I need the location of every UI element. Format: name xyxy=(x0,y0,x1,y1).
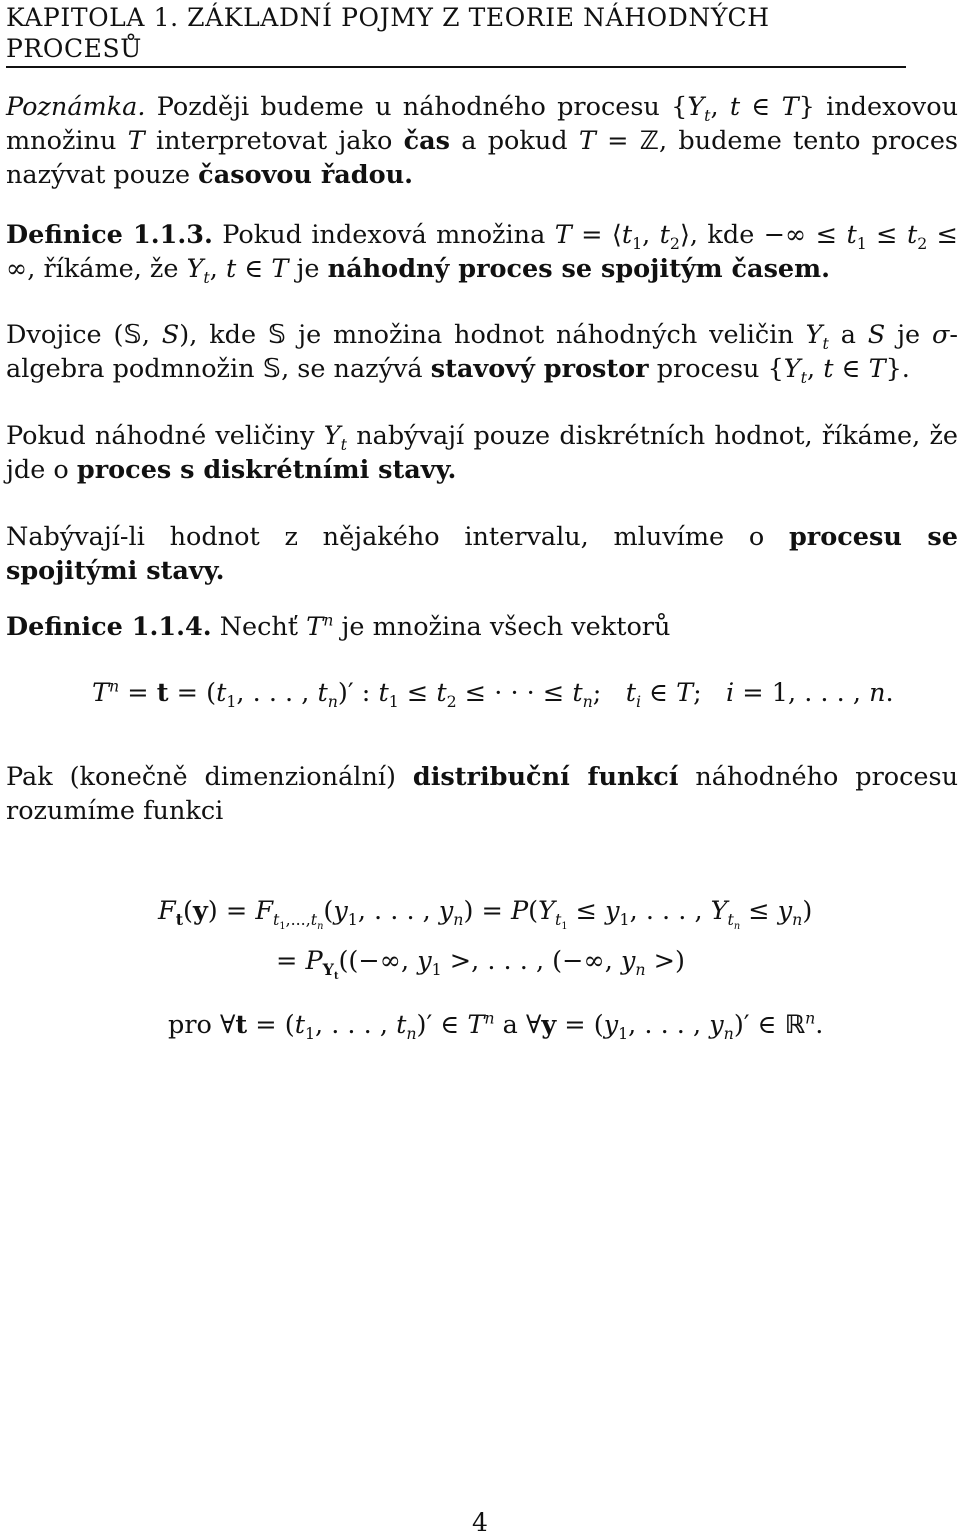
distribution-condition: pro ∀t = ($t_1$, . . . , $t_n)'$ ∈ $T^n$ a ∀y = ($y_1$, . . . , $y_n)'$ ∈ ℝ$^n$. xyxy=(168,1008,824,1044)
term-time-series: časovou řadou. xyxy=(198,160,414,190)
definition-1-1-4: Definice 1.1.4. Nechť $T^n$ je množina všech vektorů xyxy=(6,610,671,642)
term-discrete-states: proces s diskrétními stavy. xyxy=(76,455,457,485)
term-continuous-states: procesu se spojitými stavy. xyxy=(6,522,958,586)
note-paragraph: Poznámka. Později budeme u náhodného procesu {$Y_t$, t ∈ T} indexovou množinu T interpretovat jako čas a pokud T = ℤ, budeme tento proces nazývat pouze časovou řadou. xyxy=(6,92,959,190)
term-state-space: stavový prostor xyxy=(430,354,649,384)
page-number: 4 xyxy=(472,1508,488,1537)
term-continuous-time: náhodný proces se spojitým časem. xyxy=(327,254,831,284)
discrete-states-paragraph: Pokud náhodné veličiny $Y_t$ nabývají pouze diskrétních hodnot, říkáme, že jde o proces s diskrétními stavy. xyxy=(6,421,959,485)
vector-set-equation: $T^n = t = (t_1$, . . . , $t_n)'$ : $t_1 \le t_2$ ≤ · · · ≤ $t_n$; $t_i$ ∈ T; i = 1, . . . , n. xyxy=(92,676,894,712)
term-time: čas xyxy=(403,126,450,156)
definition-label: Definice 1.1.4. xyxy=(6,612,212,642)
chapter-title: KAPITOLA 1. ZÁKLADNÍ POJMY Z TEORIE NÁHODNÝCH PROCESŮ xyxy=(6,3,770,63)
note-text: Později budeme u náhodného procesu { xyxy=(156,92,688,122)
term-distribution-function: distribuční funkcí xyxy=(412,762,679,792)
note-label: Poznámka. xyxy=(6,92,146,122)
definition-1-1-3: Definice 1.1.3. Pokud indexová množina $T = ⟨t_1$, $t_2⟩$, kde −∞ ≤ $t_1 \le t_2$ ≤ ∞, říkáme, že $Y_t$, t ∈ T je náhodný proces se spojitým časem. xyxy=(6,220,959,288)
distribution-equation-line-1: $F_t(y) = F_{t_1,...,t_n}(y_1$, . . . , $y_n) = P(Y_{t_1} \le y_1$, . . . , $Y_{t_n} \le y_n$) xyxy=(158,896,813,933)
chapter-header xyxy=(6,2,906,68)
state-space-paragraph: Dvojice (𝕊, S), kde 𝕊 je množina hodnot náhodných veličin $Y_t$ a S je σ-algebra podmnožin 𝕊, se nazývá stavový prostor procesu {$Y_t$, t ∈ T}. xyxy=(6,320,959,388)
continuous-states-paragraph: Nabývají-li hodnot z nějakého intervalu, mluvíme o procesu se spojitými stavy. xyxy=(6,522,958,586)
distribution-paragraph: Pak (konečně dimenzionální) distribuční funkcí náhodného procesu rozumíme funkci xyxy=(6,762,959,826)
distribution-equation-line-2: = $P_{Y_t}((-\infty$, $y_1$ >, . . . , (−∞, $y_n$ >) xyxy=(276,946,685,983)
definition-label: Definice 1.1.3. xyxy=(6,220,213,250)
